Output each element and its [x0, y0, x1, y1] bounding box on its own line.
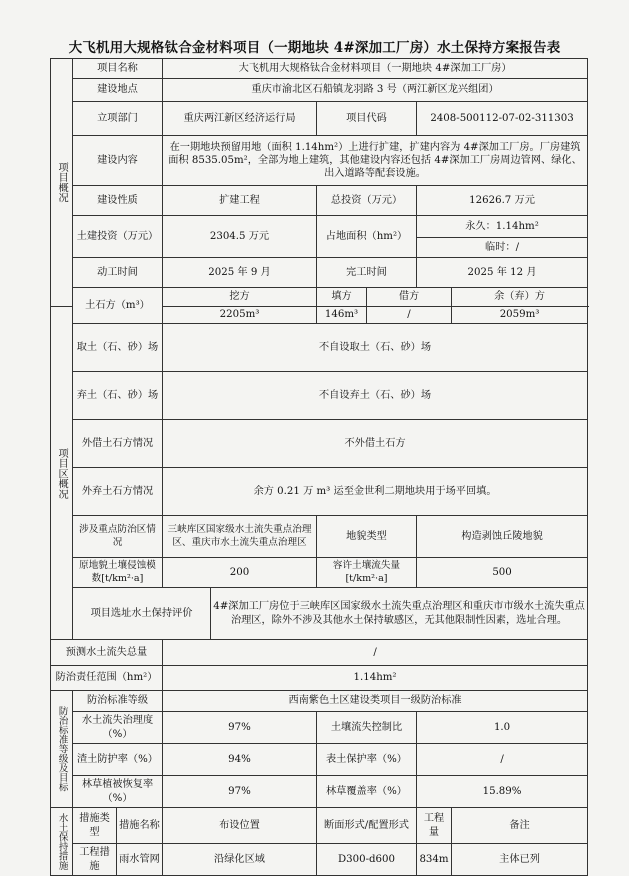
earthwork-value-fill: 146m³ [317, 307, 367, 324]
ext-borrow-value: 不外借土石方 [163, 420, 588, 468]
std-level-label: 防治标准等级 [73, 691, 163, 712]
loss-value: / [163, 640, 588, 666]
area-label: 占地面积（hm²） [317, 216, 417, 258]
spoil-site-label: 弃土（石、砂）场 [73, 372, 163, 420]
std-level-value: 西南紫色土区建设类项目一级防治标准 [163, 691, 588, 712]
std-r3-label: 林草植被恢复率（%） [73, 776, 163, 808]
measures-row-quantity: 834m [417, 844, 452, 876]
std-r3-value: 97% [163, 776, 317, 808]
earthwork-header-cut: 挖方 [163, 288, 317, 307]
project-name-label: 项目名称 [73, 59, 163, 79]
earthwork-value-cut: 2205m³ [163, 307, 317, 324]
key-area-value: 三峡库区国家级水土流失重点治理区、重庆市水土流失重点治理区 [163, 516, 317, 558]
scope-label: 防治责任范围（hm²） [51, 666, 163, 691]
nature-value: 扩建工程 [163, 186, 317, 216]
earthwork-value-surplus: 2059m³ [452, 307, 588, 324]
measures-header-quantity: 工程量 [417, 808, 452, 844]
std-r2-value2: / [417, 744, 588, 776]
approval-label: 立项部门 [73, 102, 163, 136]
measures-row-note: 主体已列 [452, 844, 588, 876]
std-r1-value: 97% [163, 712, 317, 744]
measures-row-location: 沿绿化区域 [163, 844, 317, 876]
borrow-site-value: 不自设取土（石、砂）场 [163, 324, 588, 372]
std-r2-label2: 表土保护率（%） [317, 744, 417, 776]
erosion-label: 原地貌土壤侵蚀模数[t/km²·a] [73, 558, 163, 588]
project-code-value: 2408-500112-07-02-311303 [417, 102, 588, 136]
area-temporary: 临时：/ [417, 238, 588, 258]
measures-header-name: 措施名称 [117, 808, 163, 844]
landform-value: 构造剥蚀丘陵地貌 [417, 516, 588, 558]
invest-value: 12626.7 万元 [417, 186, 588, 216]
page-title: 大飞机用大规格钛合金材料项目（一期地块 4#深加工厂房）水土保持方案报告表 [68, 40, 561, 56]
ext-spoil-label: 外弃土石方情况 [73, 468, 163, 516]
project-code-label: 项目代码 [317, 102, 417, 136]
invest-label: 总投资（万元） [317, 186, 417, 216]
location-label: 建设地点 [73, 79, 163, 102]
end-time-value: 2025 年 12 月 [417, 258, 588, 288]
measures-header-note: 备注 [452, 808, 588, 844]
earthwork-header-fill: 填方 [317, 288, 367, 307]
scope-value: 1.14hm² [163, 666, 588, 691]
measures-row-name: 雨水管网 [117, 844, 163, 876]
civil-invest-label: 土建投资（万元） [73, 216, 163, 258]
earthwork-value-borrow: / [367, 307, 452, 324]
measures-row-type: 工程措施 [73, 844, 117, 876]
location-value: 重庆市渝北区石船镇龙羽路 3 号（两江新区龙兴组团） [163, 79, 588, 102]
allow-loss-value: 500 [417, 558, 588, 588]
section-measures: 水土保持措施 [51, 808, 73, 876]
allow-loss-label: 容许土壤流失量[t/km²·a] [317, 558, 417, 588]
earthwork-header-surplus: 余（弃）方 [452, 288, 588, 307]
civil-invest-value: 2304.5 万元 [163, 216, 317, 258]
spoil-site-value: 不自设弃土（石、砂）场 [163, 372, 588, 420]
ext-spoil-value: 余方 0.21 万 m³ 运至金世利二期地块用于场平回填。 [163, 468, 588, 516]
key-area-label: 涉及重点防治区情况 [73, 516, 163, 558]
area-permanent: 永久：1.14hm² [417, 216, 588, 238]
project-name-value: 大飞机用大规格钛合金材料项目（一期地块 4#深加工厂房） [163, 59, 588, 79]
section-site: 项目区概况 [51, 307, 73, 640]
start-time-label: 动工时间 [73, 258, 163, 288]
content-label: 建设内容 [73, 136, 163, 186]
std-r1-value2: 1.0 [417, 712, 588, 744]
landform-label: 地貌类型 [317, 516, 417, 558]
measures-header-type: 措施类型 [73, 808, 117, 844]
ext-borrow-label: 外借土石方情况 [73, 420, 163, 468]
std-r2-label: 渣土防护率（%） [73, 744, 163, 776]
content-value: 在一期地块预留用地（面积 1.14hm²）上进行扩建，扩建内容为 4#深加工厂房。厂房建筑面积 8535.05m²，全部为地上建筑，其他建设内容还包括 4#深加工厂房周边管网、绿化、出入道路等配套设施。 [163, 136, 588, 186]
std-r2-value: 94% [163, 744, 317, 776]
section-standard: 防治标准等级及目标 [51, 691, 73, 808]
loss-label: 预测水土流失总量 [51, 640, 163, 666]
end-time-label: 完工时间 [317, 258, 417, 288]
std-r1-label2: 土壤流失控制比 [317, 712, 417, 744]
borrow-site-label: 取土（石、砂）场 [73, 324, 163, 372]
measures-header-location: 布设位置 [163, 808, 317, 844]
measures-header-form: 断面形式/配置形式 [317, 808, 417, 844]
measures-row-form: D300-d600 [317, 844, 417, 876]
evaluation-value: 4#深加工厂房位于三峡库区国家级水土流失重点治理区和重庆市市级水土流失重点治理区，除外不涉及其他水土保持敏感区，无其他限制性因素，选址合理。 [211, 588, 588, 640]
std-r3-label2: 林草覆盖率（%） [317, 776, 417, 808]
evaluation-label: 项目选址水土保持评价 [73, 588, 211, 640]
std-r1-label: 水土流失治理度（%） [73, 712, 163, 744]
earthwork-label: 土石方（m³） [73, 288, 163, 324]
section-overview: 项目概况 [51, 59, 73, 307]
nature-label: 建设性质 [73, 186, 163, 216]
report-form [50, 58, 588, 876]
start-time-value: 2025 年 9 月 [163, 258, 317, 288]
approval-value: 重庆两江新区经济运行局 [163, 102, 317, 136]
earthwork-header-borrow: 借方 [367, 288, 452, 307]
erosion-value: 200 [163, 558, 317, 588]
std-r3-value2: 15.89% [417, 776, 588, 808]
